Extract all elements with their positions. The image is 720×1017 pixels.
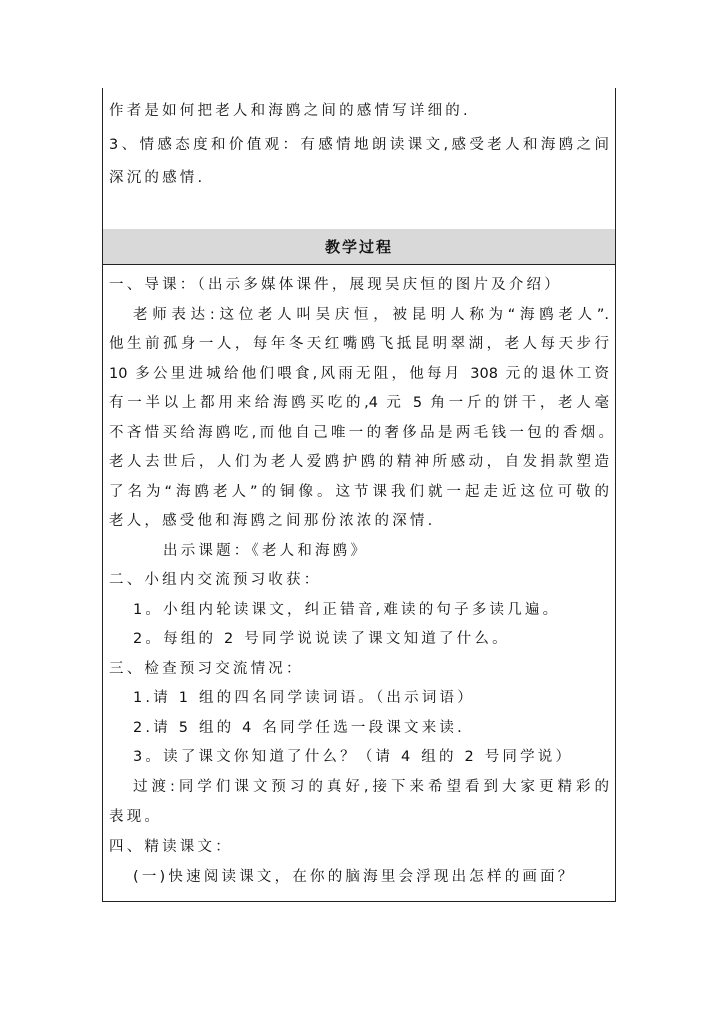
process-line: 三、检查预习交流情况： — [109, 661, 304, 677]
process-line: 不吝惜买给海鸥吃,而他自己唯一的奢侈品是两毛钱一包的香烟。 — [109, 425, 613, 441]
process-line: 四、精读课文： — [109, 839, 233, 855]
process-line: 表现。 — [109, 809, 163, 825]
process-line: 1。小组内轮读课文，纠正错音,难读的句子多读几遍。 — [133, 602, 561, 618]
process-line: 3。读了课文你知道了什么？（请 4 组的 2 号同学说） — [133, 749, 574, 765]
section-header: 教学过程 — [103, 229, 615, 265]
process-line: 10 多公里进城给他们喂食,风雨无阻，他每月 308 元的退休工资 — [109, 366, 609, 382]
process-line: 过渡:同学们课文预习的真好,接下来希望看到大家更精彩的 — [133, 779, 609, 795]
objectives-cell — [103, 88, 615, 230]
lesson-plan-table — [102, 88, 616, 902]
process-line: 一、导课：（出示多媒体课件，展现吴庆恒的图片及介绍） — [109, 277, 562, 293]
process-line: 2.请 5 组的 4 名同学任选一段课文来读. — [133, 720, 465, 736]
process-line: 老师表达:这位老人叫吴庆恒，被昆明人称为“海鸥老人”. — [133, 307, 609, 323]
process-line: 老人去世后，人们为老人爱鸥护鸥的精神所感动，自发捐款塑造 — [109, 454, 609, 470]
objective-line: 3、情感态度和价值观：有感情地朗读课文,感受老人和海鸥之间 — [109, 137, 609, 153]
objective-line: 深沉的感情. — [109, 170, 206, 186]
process-line: 了名为“海鸥老人”的铜像。这节课我们就一起走近这位可敬的 — [109, 484, 609, 500]
objective-line: 作者是如何把老人和海鸥之间的感情写详细的. — [109, 103, 471, 119]
process-line: 1.请 1 组的四名同学读词语。（出示词语） — [133, 690, 475, 706]
process-cell — [103, 265, 615, 901]
process-line: (一)快速阅读课文，在你的脑海里会浮现出怎样的画面？ — [133, 869, 576, 885]
process-line: 老人，感受他和海鸥之间那份浓浓的深情. — [109, 513, 436, 529]
process-line: 二、小组内交流预习收获： — [109, 572, 322, 588]
process-line: 他生前孤身一人，每年冬天红嘴鸥飞抵昆明翠湖，老人每天步行 — [109, 336, 609, 352]
process-line: 2。每组的 2 号同学说说读了课文知道了什么。 — [133, 631, 510, 647]
process-line: 有一半以上都用来给海鸥买吃的,4 元 5 角一斤的饼干，老人毫 — [109, 395, 609, 411]
lesson-title-line: 出示课题：《老人和海鸥》 — [163, 543, 369, 559]
